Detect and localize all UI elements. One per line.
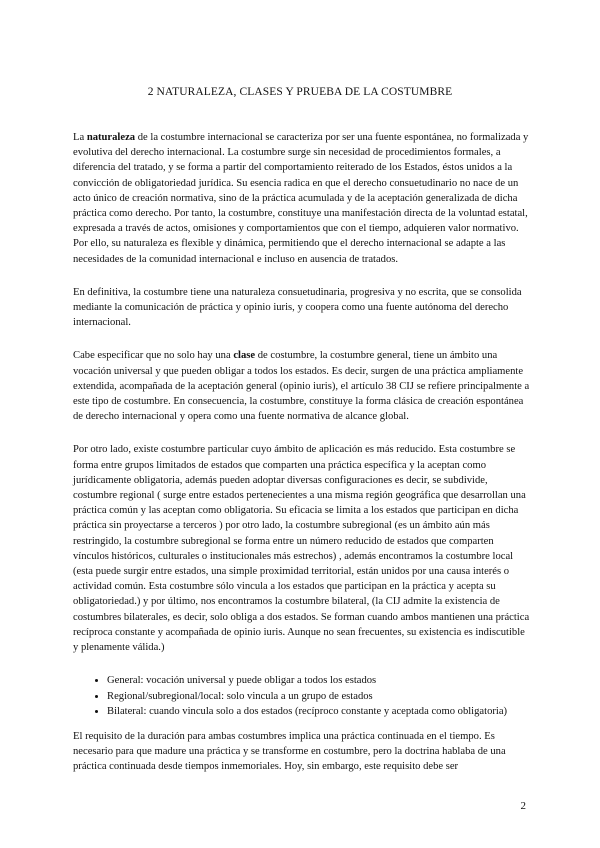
page-number: 2 [520, 800, 526, 812]
paragraph-duracion: El requisito de la duración para ambas costumbres implica una práctica continuada en el tiempo. Es necesario para que madure una práctica y se transforme en costumbre, pero la doctrina hablaba de una práctica continuada desde tiempos inmemoriales. Hoy, sin embargo, este requisito debe ser [73, 730, 506, 773]
p1-text-start: La [73, 132, 87, 143]
classes-list [73, 673, 530, 719]
document-body [73, 130, 530, 793]
paragraph-clase [73, 348, 530, 424]
list-item: • General: vocación universal y puede obligar a todos los estados [107, 673, 530, 688]
p1-bold-term: naturaleza [86, 132, 136, 143]
list-item: • Bilateral: cuando vincula solo a dos estados (recíproco constante y aceptada como obligatoria) [107, 704, 530, 719]
p1-text-rest: de la costumbre internacional se caracteriza por ser una fuente espontánea, no formalizada y evolutiva del derecho internacional. La costumbre surge sin necesidad de procedimientos formales, a diferencia del tratado, y se forma a partir del comportamiento reiterado de los Estados, éstos unidos a la convicción de obligatoriedad jurídica. Su esencia radica en que el derecho consuetudinario no nace de un acto único de creación normativa, sino de la práctica acumulada y de la aceptación generalizada de dicha práctica como derecho. Por tanto, la costumbre, constituye una manifestación directa de la voluntad estatal, expresada a través de actos, omisiones y comportamientos que con el tiempo, adquieren valor normativo. Por ello, su naturaleza es flexible y dinámica, permitiendo que el derecho internacional se adapte a las necesidades de la comunidad internacional e incluso en ausencia de tratados. [73, 132, 529, 265]
list-item: • Regional/subregional/local: solo vincula a un grupo de estados [107, 689, 530, 704]
paragraph-costumbre-particular: Por otro lado, existe costumbre particular cuyo ámbito de aplicación es más reducido. Esta costumbre se forma entre grupos limitados de estados que comparten una práctica específica y la aceptan como jurídicamente obligatoria, además pueden adoptar diversas configuraciones es decir, se subdivide, costumbre regional ( surge entre estados pertenecientes a una misma región geográfica que desarrollan una práctica común y las aceptan como obligatoria. Su eficacia se limita a los estados que participan en dicha práctica sin proyectarse a terceros ) por otro lado, la costumbre subregional (es un ámbito aún más restringido, la costumbre subregional se forma entre un número reducido de estados que comparten vínculos históricos, culturales o institucionales más estrechos) , además encontramos la costumbre local (esta puede surgir entre estados, una simple proximidad territorial, están unidos por una causa interés o actividad común. Esta costumbre sólo vincula a los estados que participan en la práctica y acepta su obligatoriedad.) y por último, nos encontramos la costumbre bilateral, (la CIJ admite la existencia de costumbres bilaterales, es decir, solo obliga a dos estados. Se forman cuando ambos mantienen una práctica recíproca constante y acompañada de opinio iuris. Aunque no sean frecuentes, su existencia es indiscutible y plenamente válida.) [73, 444, 530, 654]
paragraph-definitiva: En definitiva, la costumbre tiene una naturaleza consuetudinaria, progresiva y no escrita, que se consolida mediante la comunicación de práctica y opinio iuris, y coopera como una fuente autónoma del derecho internacional. [73, 286, 522, 329]
section-title: 2 NATURALEZA, CLASES Y PRUEBA DE LA COSTUMBRE [147, 86, 453, 98]
p3-text-start: Cabe especificar que no solo hay una [73, 350, 234, 362]
paragraph-naturaleza [73, 130, 530, 267]
p3-text-rest: de costumbre, la costumbre general, tiene un ámbito una vocación universal y que pueden obligar a todos los estados. Es decir, surgen de una práctica ampliamente extendida, acompañada de la aceptación general (opinio iuris), el artículo 38 CIJ se refiere principalmente a este tipo de costumbre. En consecuencia, la costumbre, constituye la forma clásica de creación espontánea de derecho internacional y opera como una fuente normativa de alcance global. [73, 350, 530, 423]
p3-bold-term: clase [233, 350, 256, 362]
